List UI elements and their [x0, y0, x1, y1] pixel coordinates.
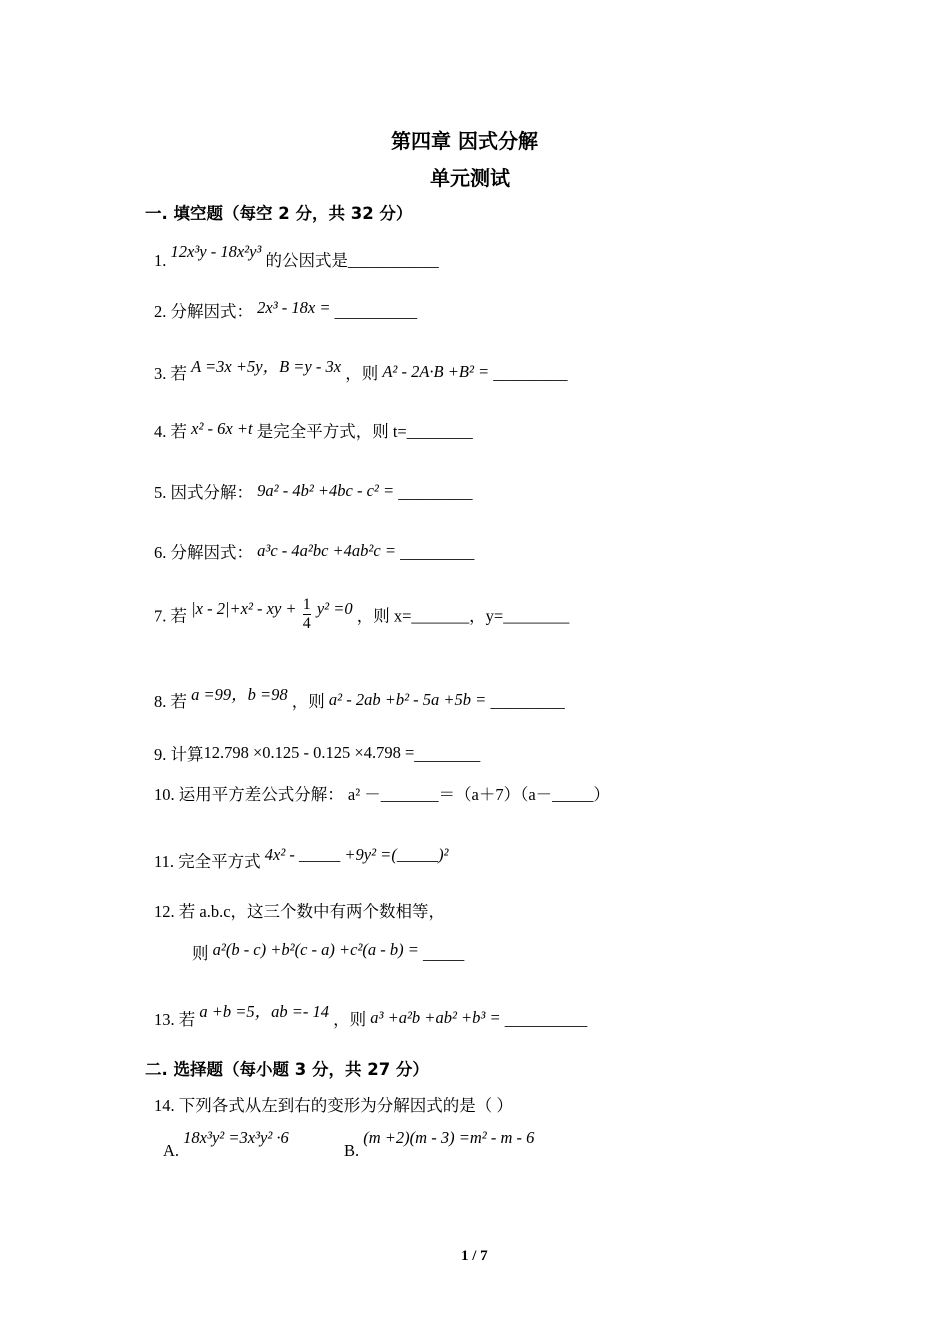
question-text: 6. 分解因式： [154, 543, 253, 562]
question-text: ，则 x=_______，y=________ [356, 606, 570, 626]
question-10 [154, 781, 610, 805]
option-label: B. [344, 1141, 360, 1160]
question-13 [154, 1002, 588, 1030]
question-text: 8. 若 [154, 692, 187, 711]
question-text: 2. 分解因式： [154, 302, 253, 321]
math-expression: 18x³y² =3x³y² ·6 [183, 1128, 289, 1147]
question-text: ，则 [333, 1010, 367, 1029]
question-text: 4. 若 [154, 422, 187, 441]
question-8 [154, 685, 565, 712]
question-text: ，则 [291, 692, 325, 711]
math-expression: a³c - 4a²bc +4ab²c = [257, 541, 396, 560]
answer-blank[interactable]: ________ [414, 745, 481, 764]
page-title: 第四章 因式分解 [391, 129, 538, 153]
question-11 [154, 845, 449, 872]
answer-blank[interactable]: _________ [400, 543, 475, 562]
question-1 [154, 238, 439, 270]
question-text: 3. 若 [154, 364, 187, 383]
answer-blank[interactable]: _____ [423, 944, 465, 963]
option-b[interactable] [344, 1128, 535, 1160]
answer-blank[interactable]: _________ [490, 692, 565, 711]
question-14: 14. 下列各式从左到右的变形为分解因式的是（ ） [154, 1096, 513, 1115]
section-heading-fill-in: 一. 填空题（每空 2 分，共 32 分） [145, 204, 413, 223]
question-text: 7. 若 [154, 606, 187, 626]
question-7 [154, 596, 569, 633]
question-4 [154, 418, 473, 442]
question-text: 则 [192, 944, 209, 963]
math-expression: a +b =5，ab =- 14 [199, 1002, 330, 1021]
answer-blank[interactable]: __________ [334, 302, 418, 321]
question-3 [154, 357, 568, 384]
page-number: 1 / 7 [461, 1248, 488, 1264]
math-expression: a³ +a²b +ab² +b³ = [370, 1008, 501, 1027]
question-text: 是完全平方式，则 t=________ [256, 422, 473, 441]
answer-blank[interactable]: __________ [504, 1010, 588, 1029]
fraction-numerator: 1 [302, 596, 311, 613]
option-label: A. [163, 1141, 180, 1160]
math-expression: 9a² - 4b² +4bc - c² = [257, 481, 395, 500]
question-9 [154, 741, 480, 765]
math-expression: y² =0 [316, 598, 353, 618]
math-expression: x² - 6x +t [191, 419, 253, 438]
question-text: ，则 [345, 364, 379, 383]
math-expression: 12.798 ×0.125 - 0.125 ×4.798 = [203, 743, 415, 762]
math-expression: |x - 2|+x² - xy + [191, 598, 297, 618]
math-expression: (m +2)(m - 3) =m² - m - 6 [363, 1128, 535, 1147]
question-text: 9. 计算 [154, 745, 204, 764]
section-heading-multiple-choice: 二. 选择题（每小题 3 分，共 27 分） [145, 1060, 429, 1079]
fraction-one-quarter [303, 596, 311, 633]
answer-blank[interactable]: _________ [398, 483, 473, 502]
math-expression: 4x² - _____ +9y² =(_____)² [264, 845, 449, 864]
math-expression: a² －_______＝（a＋7）（a－_____） [347, 785, 610, 804]
math-expression: A² - 2A·B +B² = [382, 362, 490, 381]
question-number: 1. [154, 251, 167, 270]
question-6 [154, 539, 474, 563]
math-expression: a =99，b =98 [191, 685, 288, 704]
math-expression: 12x³y - 18x²y³ [170, 242, 262, 261]
answer-blank[interactable]: _________ [493, 364, 568, 383]
question-text: 5. 因式分解： [154, 483, 253, 502]
question-12-line-2 [192, 940, 464, 964]
question-text: 11. 完全平方式 [154, 852, 261, 871]
math-expression: A =3x +5y，B =y - 3x [191, 357, 342, 376]
question-text: 13. 若 [154, 1010, 196, 1029]
question-12-line-1: 12. 若 a.b.c，这三个数中有两个数相等， [154, 902, 446, 921]
page-subtitle: 单元测试 [430, 166, 510, 190]
math-expression: 2x³ - 18x = [257, 298, 331, 317]
math-expression: a²(b - c) +b²(c - a) +c²(a - b) = [212, 940, 419, 959]
question-text: 10. 运用平方差公式分解： [154, 785, 344, 804]
question-5 [154, 479, 473, 503]
option-a[interactable] [163, 1128, 289, 1160]
question-2 [154, 298, 417, 322]
math-expression: a² - 2ab +b² - 5a +5b = [328, 690, 487, 709]
question-text: 的公因式是___________ [265, 251, 439, 270]
fraction-denominator: 4 [302, 615, 311, 632]
